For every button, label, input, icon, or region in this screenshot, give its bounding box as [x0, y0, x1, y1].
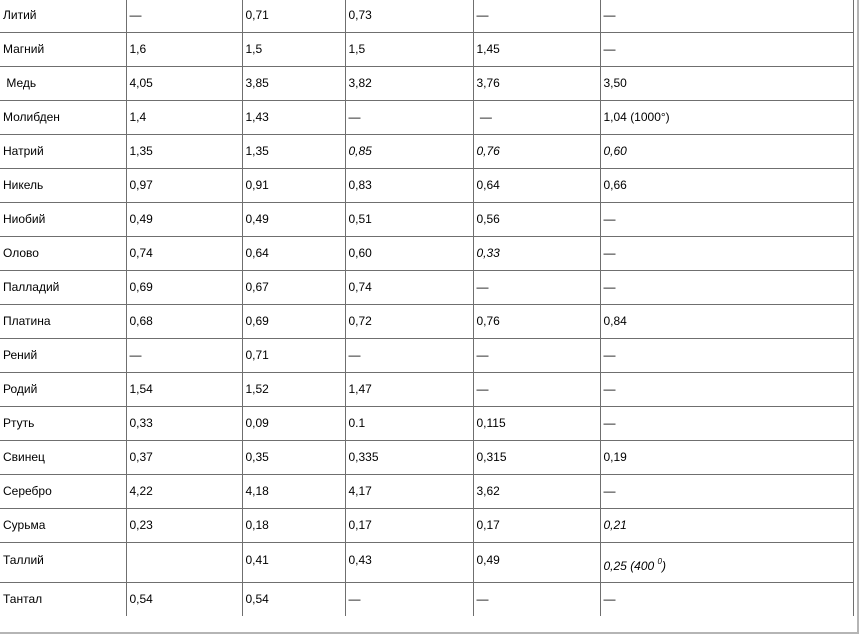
value-cell: 3,82 — [345, 66, 473, 100]
metal-name-cell: Серебро — [0, 474, 126, 508]
value-cell: 0,51 — [345, 202, 473, 236]
metal-name-cell: Литий — [0, 0, 126, 32]
table-row — [0, 100, 853, 134]
value-cell: 1,52 — [242, 372, 345, 406]
value-cell: 0,17 — [473, 508, 600, 542]
table-row — [0, 406, 853, 440]
value-cell: 1,45 — [473, 32, 600, 66]
metal-name-cell: Сурьма — [0, 508, 126, 542]
value-cell: — — [473, 338, 600, 372]
value-cell: 0,76 — [473, 304, 600, 338]
table-row — [0, 440, 853, 474]
value-cell: 0,54 — [126, 582, 242, 616]
value-cell: 4,05 — [126, 66, 242, 100]
value-cell: 4,22 — [126, 474, 242, 508]
value-cell: — — [473, 582, 600, 616]
value-suffix: ) — [662, 558, 666, 573]
value-cell: — — [473, 270, 600, 304]
value-cell: 1,4 — [126, 100, 242, 134]
superscript-text: 0 — [657, 556, 662, 566]
value-cell: 1,35 — [126, 134, 242, 168]
table-row — [0, 270, 853, 304]
value-cell: 0,23 — [126, 508, 242, 542]
table-row — [0, 236, 853, 270]
table-row — [0, 66, 853, 100]
table-row — [0, 134, 853, 168]
value-cell — [126, 542, 242, 582]
value-cell: — — [473, 0, 600, 32]
value-cell: 0,91 — [242, 168, 345, 202]
table-row — [0, 474, 853, 508]
table-row — [0, 508, 853, 542]
metal-name-cell: Медь — [0, 66, 126, 100]
value-cell: 0,19 — [600, 440, 853, 474]
value-cell: 1,43 — [242, 100, 345, 134]
value-cell: 1,54 — [126, 372, 242, 406]
value-cell: 0,64 — [242, 236, 345, 270]
metal-name-cell: Олово — [0, 236, 126, 270]
table-row — [0, 304, 853, 338]
metal-name-cell: Родий — [0, 372, 126, 406]
value-cell: 0,37 — [126, 440, 242, 474]
table-row — [0, 372, 853, 406]
metal-name-cell: Таллий — [0, 542, 126, 582]
value-cell: — — [345, 582, 473, 616]
metal-name-cell: Рений — [0, 338, 126, 372]
value-cell: 0,72 — [345, 304, 473, 338]
value-cell: 0,71 — [242, 338, 345, 372]
value-cell: 0,84 — [600, 304, 853, 338]
value-cell: 3,50 — [600, 66, 853, 100]
value-cell: 0,60 — [600, 134, 853, 168]
value-cell: — — [600, 474, 853, 508]
value-cell: — — [600, 372, 853, 406]
metal-name-cell: Тантал — [0, 582, 126, 616]
value-cell: — — [473, 100, 600, 134]
value-cell: 0,33 — [126, 406, 242, 440]
value-cell: 3,85 — [242, 66, 345, 100]
value-cell: 0,60 — [345, 236, 473, 270]
metal-name-cell: Свинец — [0, 440, 126, 474]
metal-name-cell: Молибден — [0, 100, 126, 134]
metal-name-cell: Натрий — [0, 134, 126, 168]
value-cell: 0,73 — [345, 0, 473, 32]
value-cell: — — [345, 338, 473, 372]
metal-name-cell: Ртуть — [0, 406, 126, 440]
value-cell: 0,43 — [345, 542, 473, 582]
metal-name-cell: Никель — [0, 168, 126, 202]
value-cell: 0,85 — [345, 134, 473, 168]
value-cell: 4,17 — [345, 474, 473, 508]
value-cell: — — [126, 338, 242, 372]
value-cell: 1,5 — [345, 32, 473, 66]
value-cell: — — [600, 236, 853, 270]
value-cell: 0,74 — [345, 270, 473, 304]
value-cell: 0,56 — [473, 202, 600, 236]
value-cell: 0,69 — [126, 270, 242, 304]
metal-name-cell: Магний — [0, 32, 126, 66]
metal-name-cell: Ниобий — [0, 202, 126, 236]
value-cell: 0,09 — [242, 406, 345, 440]
table-row — [0, 0, 853, 32]
value-cell: 0,64 — [473, 168, 600, 202]
value-cell: — — [600, 0, 853, 32]
table-row — [0, 338, 853, 372]
value-cell: 0,335 — [345, 440, 473, 474]
value-cell: 0,69 — [242, 304, 345, 338]
metal-name-cell: Платина — [0, 304, 126, 338]
table-row — [0, 168, 853, 202]
value-cell: 1,6 — [126, 32, 242, 66]
value-cell: 0,21 — [600, 508, 853, 542]
value-cell: 3,76 — [473, 66, 600, 100]
table-row — [0, 32, 853, 66]
value-cell: 0,35 — [242, 440, 345, 474]
value-cell: — — [600, 32, 853, 66]
table-row — [0, 582, 853, 616]
value-cell: 0,18 — [242, 508, 345, 542]
value-cell: 0,74 — [126, 236, 242, 270]
value-cell: 0,54 — [242, 582, 345, 616]
table-row — [0, 542, 853, 582]
value-cell: — — [126, 0, 242, 32]
value-cell: 0,49 — [126, 202, 242, 236]
value-cell: 0,41 — [242, 542, 345, 582]
value-cell-with-superscript — [600, 542, 853, 582]
value-cell: 4,18 — [242, 474, 345, 508]
metal-name-cell: Палладий — [0, 270, 126, 304]
value-cell: 0,17 — [345, 508, 473, 542]
value-cell: — — [600, 202, 853, 236]
value-cell: 0,83 — [345, 168, 473, 202]
value-cell: — — [600, 270, 853, 304]
value-cell: 0,49 — [473, 542, 600, 582]
value-cell: 0,115 — [473, 406, 600, 440]
value-cell: 3,62 — [473, 474, 600, 508]
value-cell: 0,49 — [242, 202, 345, 236]
value-cell: 1,35 — [242, 134, 345, 168]
value-cell: 0,315 — [473, 440, 600, 474]
value-text: 0,25 (400 — [603, 558, 658, 573]
value-cell: 0,67 — [242, 270, 345, 304]
value-cell: 0,76 — [473, 134, 600, 168]
value-cell: 0,66 — [600, 168, 853, 202]
value-cell: — — [600, 582, 853, 616]
value-cell: — — [600, 406, 853, 440]
value-cell: 1,47 — [345, 372, 473, 406]
value-cell: 0,97 — [126, 168, 242, 202]
value-cell: 1,04 (1000°) — [600, 100, 853, 134]
value-cell: — — [345, 100, 473, 134]
value-cell: 0,33 — [473, 236, 600, 270]
value-cell: 0,71 — [242, 0, 345, 32]
value-cell: — — [473, 372, 600, 406]
value-cell: — — [600, 338, 853, 372]
value-cell: 0.1 — [345, 406, 473, 440]
table-row — [0, 202, 853, 236]
value-cell: 1,5 — [242, 32, 345, 66]
value-cell: 0,68 — [126, 304, 242, 338]
